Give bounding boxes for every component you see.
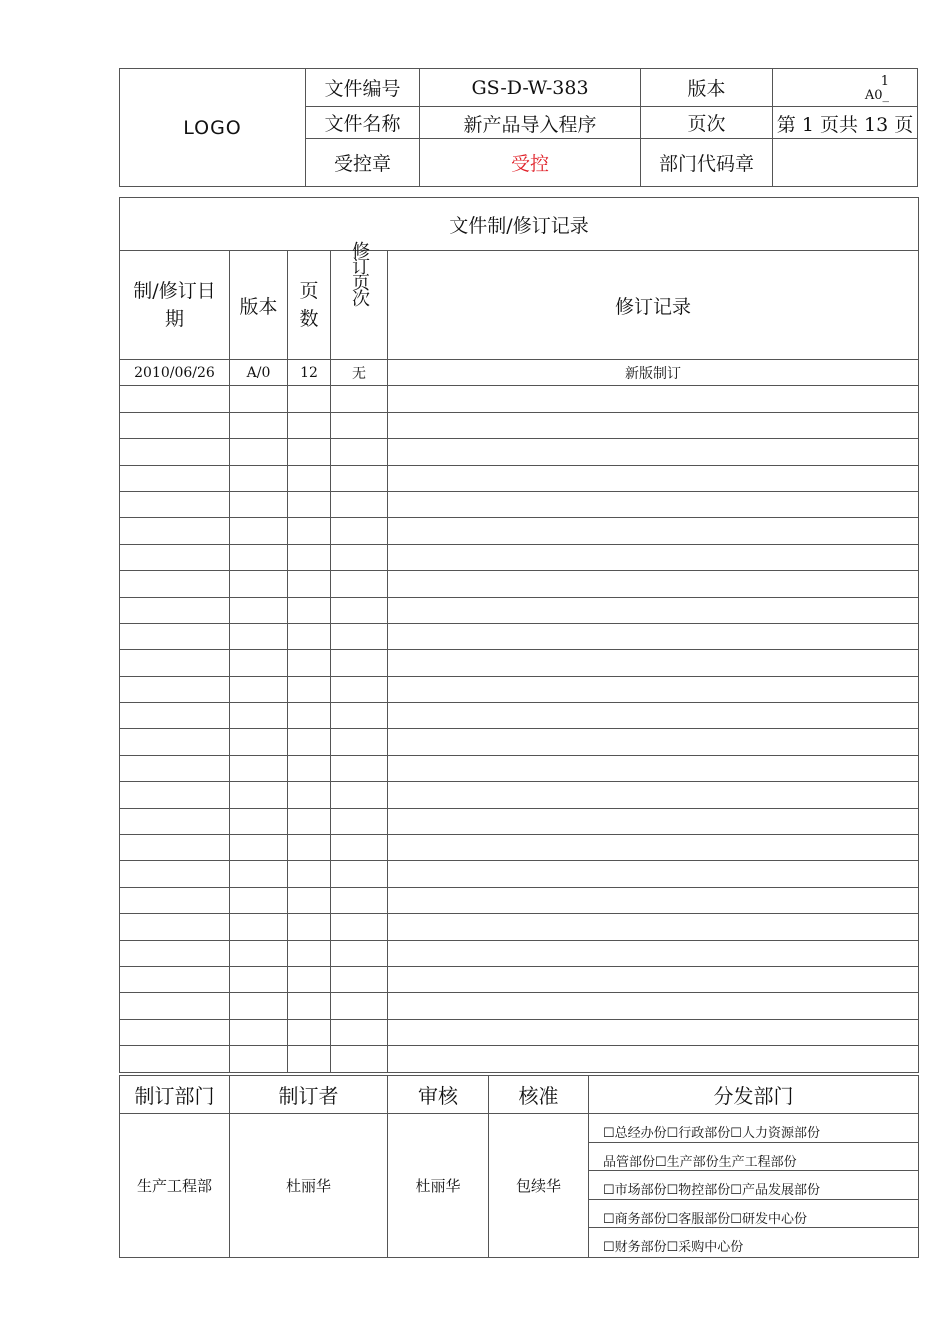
table-row (120, 835, 919, 861)
cell-record (388, 491, 919, 517)
dept-code-label: 部门代码章 (658, 153, 754, 175)
cell-rev-pages (331, 1046, 388, 1072)
table-row (120, 729, 919, 755)
table-row (120, 1046, 919, 1072)
control-stamp: 受控 (510, 153, 549, 175)
cell-record (388, 755, 919, 781)
cell-record (388, 887, 919, 913)
cell-rev-pages (331, 808, 388, 834)
cell-pages (288, 1019, 331, 1045)
table-row (120, 491, 919, 517)
table-row (120, 808, 919, 834)
table-row (120, 755, 919, 781)
cell-version (230, 703, 288, 729)
cell-record (388, 650, 919, 676)
doc-name-value: 新产品导入程序 (463, 113, 597, 136)
table-row (120, 465, 919, 491)
cell-date (120, 650, 230, 676)
cell-pages (288, 465, 331, 491)
cell-version (230, 993, 288, 1019)
cell-date (120, 571, 230, 597)
value-dept: 生产工程部 (120, 1114, 230, 1258)
cell-version (230, 966, 288, 992)
table-row (120, 782, 919, 808)
logo: LOGO (183, 116, 242, 139)
cell-pages (288, 676, 331, 702)
cell-version (230, 782, 288, 808)
cell-version (230, 1019, 288, 1045)
cell-rev-pages (331, 861, 388, 887)
cell-date (120, 755, 230, 781)
cell-record (388, 993, 919, 1019)
version-value (773, 69, 917, 106)
cell-pages (288, 966, 331, 992)
cell-pages: 12 (288, 360, 331, 386)
cell-record (388, 518, 919, 544)
cell-date: 2010/06/26 (120, 360, 230, 386)
cell-record (388, 835, 919, 861)
cell-date (120, 940, 230, 966)
cell-version (230, 755, 288, 781)
cell-rev-pages (331, 676, 388, 702)
cell-record (388, 914, 919, 940)
cell-date (120, 966, 230, 992)
cell-pages (288, 518, 331, 544)
cell-record (388, 703, 919, 729)
cell-date (120, 914, 230, 940)
document-header (119, 68, 918, 187)
cell-date (120, 993, 230, 1019)
dept-code-value (773, 139, 917, 186)
col-rev-pages: 修订页次 (349, 241, 370, 305)
table-row (120, 571, 919, 597)
cell-record (388, 571, 919, 597)
cell-rev-pages (331, 703, 388, 729)
version-label: 版本 (687, 78, 726, 100)
cell-record (388, 1046, 919, 1072)
cell-rev-pages (331, 914, 388, 940)
distribution-list (589, 1114, 919, 1258)
cell-record (388, 386, 919, 412)
cell-version (230, 1046, 288, 1072)
table-row (120, 940, 919, 966)
cell-version (230, 571, 288, 597)
cell-version (230, 729, 288, 755)
cell-version (230, 887, 288, 913)
cell-version (230, 544, 288, 570)
table-row (120, 1019, 919, 1045)
table-row (120, 650, 919, 676)
cell-version (230, 676, 288, 702)
col-pages: 页数 (288, 251, 331, 360)
cell-record (388, 412, 919, 438)
value-review: 杜丽华 (388, 1114, 489, 1258)
cell-date (120, 544, 230, 570)
table-row (120, 861, 919, 887)
cell-rev-pages (331, 1019, 388, 1045)
cell-rev-pages (331, 650, 388, 676)
cell-version (230, 914, 288, 940)
value-author: 杜丽华 (230, 1114, 388, 1258)
table-row (120, 360, 919, 386)
cell-rev-pages (331, 439, 388, 465)
cell-rev-pages (331, 571, 388, 597)
cell-date (120, 835, 230, 861)
cell-pages (288, 491, 331, 517)
value-approve: 包续华 (489, 1114, 589, 1258)
doc-no-label: 文件编号 (324, 78, 401, 100)
cell-date (120, 676, 230, 702)
cell-pages (288, 782, 331, 808)
cell-version: A/0 (230, 360, 288, 386)
cell-date (120, 782, 230, 808)
header-distribution: 分发部门 (589, 1076, 919, 1114)
cell-version (230, 412, 288, 438)
revision-title: 文件制/修订记录 (120, 198, 919, 251)
cell-rev-pages (331, 412, 388, 438)
cell-record (388, 861, 919, 887)
table-row (120, 914, 919, 940)
approval-table (119, 1075, 919, 1258)
cell-version (230, 518, 288, 544)
cell-pages (288, 571, 331, 597)
version-number: 1 (880, 74, 889, 89)
distribution-line: ☐市场部份☐物控部份☐产品发展部份 (589, 1171, 918, 1200)
cell-record (388, 729, 919, 755)
cell-record (388, 439, 919, 465)
cell-record (388, 782, 919, 808)
col-date: 制/修订日期 (120, 251, 230, 360)
cell-rev-pages (331, 544, 388, 570)
cell-record (388, 940, 919, 966)
cell-pages (288, 623, 331, 649)
cell-date (120, 1019, 230, 1045)
cell-version (230, 623, 288, 649)
col-record: 修订记录 (388, 251, 919, 360)
cell-record: 新版制订 (388, 360, 919, 386)
cell-version (230, 861, 288, 887)
cell-rev-pages (331, 782, 388, 808)
cell-rev-pages (331, 386, 388, 412)
cell-date (120, 386, 230, 412)
distribution-line: ☐商务部份☐客服部份☐研发中心份 (589, 1200, 918, 1229)
page-label: 页次 (687, 112, 726, 135)
table-row (120, 676, 919, 702)
cell-record (388, 465, 919, 491)
cell-version (230, 940, 288, 966)
cell-pages (288, 993, 331, 1019)
table-row (120, 623, 919, 649)
cell-record (388, 544, 919, 570)
table-row (120, 412, 919, 438)
cell-rev-pages (331, 755, 388, 781)
cell-rev-pages (331, 993, 388, 1019)
cell-version (230, 835, 288, 861)
header-author: 制订者 (230, 1076, 388, 1114)
cell-pages (288, 835, 331, 861)
distribution-line: ☐总经办份☐行政部份☐人力资源部份 (589, 1114, 918, 1143)
cell-date (120, 808, 230, 834)
cell-date (120, 597, 230, 623)
cell-rev-pages (331, 465, 388, 491)
cell-rev-pages (331, 887, 388, 913)
cell-version (230, 465, 288, 491)
table-row (120, 597, 919, 623)
table-row (120, 993, 919, 1019)
cell-date (120, 412, 230, 438)
cell-rev-pages (331, 966, 388, 992)
cell-date (120, 465, 230, 491)
cell-pages (288, 703, 331, 729)
table-row (120, 386, 919, 412)
header-approve: 核准 (489, 1076, 589, 1114)
cell-rev-pages (331, 835, 388, 861)
cell-rev-pages (331, 940, 388, 966)
control-label: 受控章 (333, 153, 391, 175)
doc-no-value: GS-D-W-383 (471, 76, 589, 99)
header-dept: 制订部门 (120, 1076, 230, 1114)
cell-pages (288, 887, 331, 913)
cell-version (230, 491, 288, 517)
cell-version (230, 808, 288, 834)
distribution-line: ☐财务部份☐采购中心份 (603, 1240, 744, 1256)
cell-rev-pages: 无 (331, 360, 388, 386)
table-row (120, 966, 919, 992)
cell-pages (288, 386, 331, 412)
cell-version (230, 386, 288, 412)
page-value: 第 1 页共 13 页 (776, 113, 914, 136)
table-row (120, 544, 919, 570)
cell-version (230, 650, 288, 676)
cell-date (120, 439, 230, 465)
cell-date (120, 703, 230, 729)
cell-rev-pages (331, 729, 388, 755)
table-row (120, 887, 919, 913)
distribution-line: 品管部份☐生产部份生产工程部份 (589, 1143, 918, 1172)
revision-table (119, 197, 919, 1073)
cell-rev-pages (331, 518, 388, 544)
table-row (120, 703, 919, 729)
cell-pages (288, 861, 331, 887)
cell-record (388, 676, 919, 702)
cell-pages (288, 650, 331, 676)
cell-rev-pages (331, 623, 388, 649)
cell-date (120, 491, 230, 517)
cell-pages (288, 544, 331, 570)
cell-pages (288, 1046, 331, 1072)
cell-record (388, 623, 919, 649)
table-row (120, 518, 919, 544)
cell-date (120, 861, 230, 887)
cell-rev-pages (331, 597, 388, 623)
version-code: A0_ (864, 88, 889, 103)
cell-pages (288, 597, 331, 623)
cell-pages (288, 808, 331, 834)
cell-version (230, 597, 288, 623)
cell-pages (288, 412, 331, 438)
cell-pages (288, 940, 331, 966)
doc-name-label: 文件名称 (324, 112, 401, 135)
table-row (120, 439, 919, 465)
cell-pages (288, 914, 331, 940)
col-version: 版本 (230, 251, 288, 360)
header-review: 审核 (388, 1076, 489, 1114)
cell-record (388, 808, 919, 834)
cell-record (388, 966, 919, 992)
cell-record (388, 1019, 919, 1045)
cell-date (120, 887, 230, 913)
cell-date (120, 729, 230, 755)
cell-date (120, 1046, 230, 1072)
cell-date (120, 518, 230, 544)
cell-version (230, 439, 288, 465)
cell-pages (288, 755, 331, 781)
cell-rev-pages (331, 491, 388, 517)
cell-date (120, 623, 230, 649)
cell-pages (288, 439, 331, 465)
cell-record (388, 597, 919, 623)
cell-pages (288, 729, 331, 755)
